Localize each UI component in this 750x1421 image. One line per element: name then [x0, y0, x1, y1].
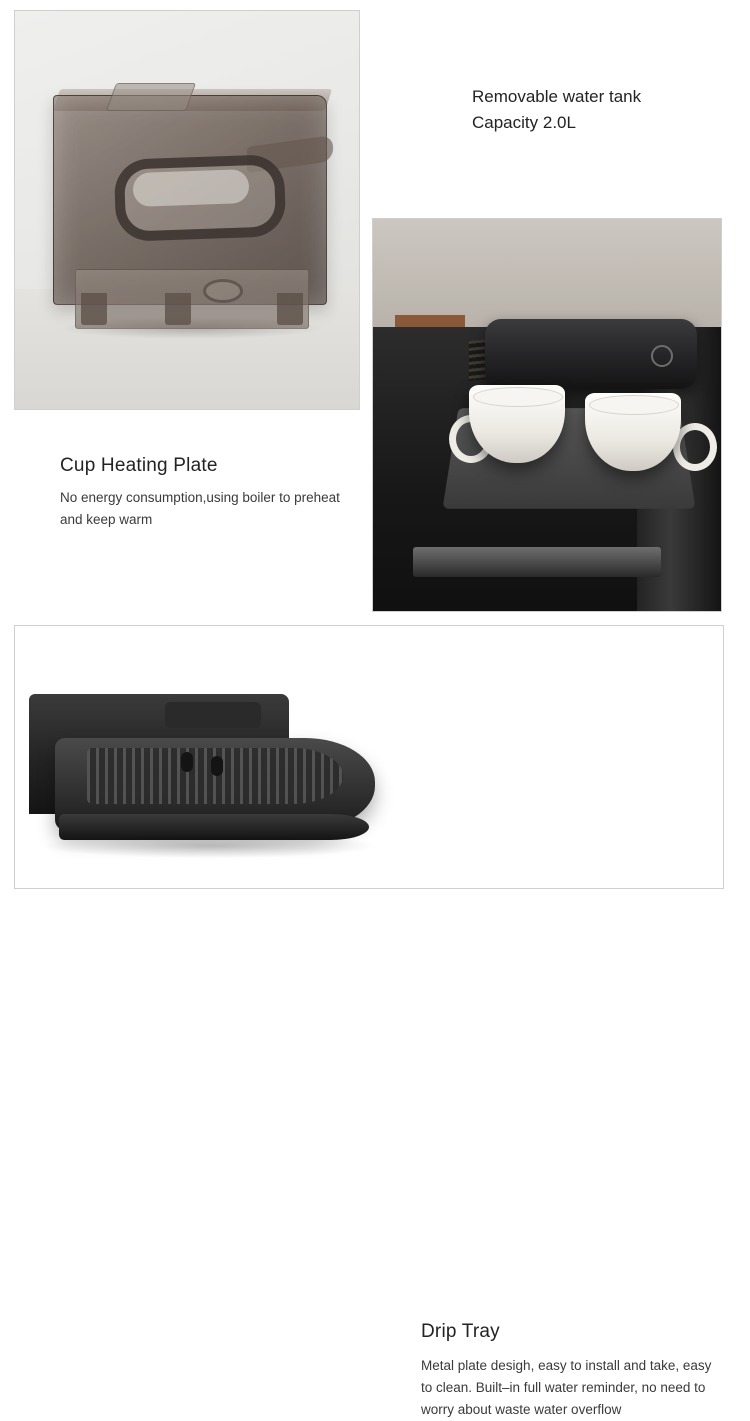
cup-heating-plate-caption — [60, 455, 360, 531]
cup-heating-plate-heading: Cup Heating Plate — [60, 455, 218, 476]
cup-rim — [589, 395, 679, 415]
lid-knob-icon — [651, 345, 673, 367]
drip-tray-body: Metal plate desigh, easy to install and take, easy to clean. Built–in full water reminder, no need to worry about waste water overflow — [421, 1358, 712, 1417]
water-tank-valve — [203, 279, 243, 303]
water-tank-base — [75, 269, 309, 329]
photo-shadow — [45, 834, 375, 858]
water-tank-caption — [472, 84, 722, 136]
water-tank-image — [14, 10, 360, 410]
water-tank-lid — [106, 83, 196, 111]
cup-heating-plate-body: No energy consumption,using boiler to preheat and keep warm — [60, 490, 340, 527]
drip-tray-caption — [421, 1321, 721, 1421]
cup-heating-plate-image — [372, 218, 722, 612]
water-tank-handle-opening — [132, 169, 249, 207]
water-tank-foot — [165, 293, 191, 325]
drip-tray-heading: Drip Tray — [421, 1321, 500, 1342]
machine-nozzle — [165, 702, 261, 728]
drip-tray-image — [15, 626, 397, 888]
water-tank-heading-line2: Capacity 2.0L — [472, 113, 576, 132]
machine-tray-edge — [413, 547, 661, 577]
water-tank-foot — [81, 293, 107, 325]
water-tank-heading-line1: Removable water tank — [472, 87, 642, 106]
drip-tray-hole — [211, 756, 223, 776]
drip-tray-section — [14, 625, 724, 1417]
water-tank-foot — [277, 293, 303, 325]
drip-tray-hole — [181, 752, 193, 772]
cup-rim — [473, 387, 563, 407]
